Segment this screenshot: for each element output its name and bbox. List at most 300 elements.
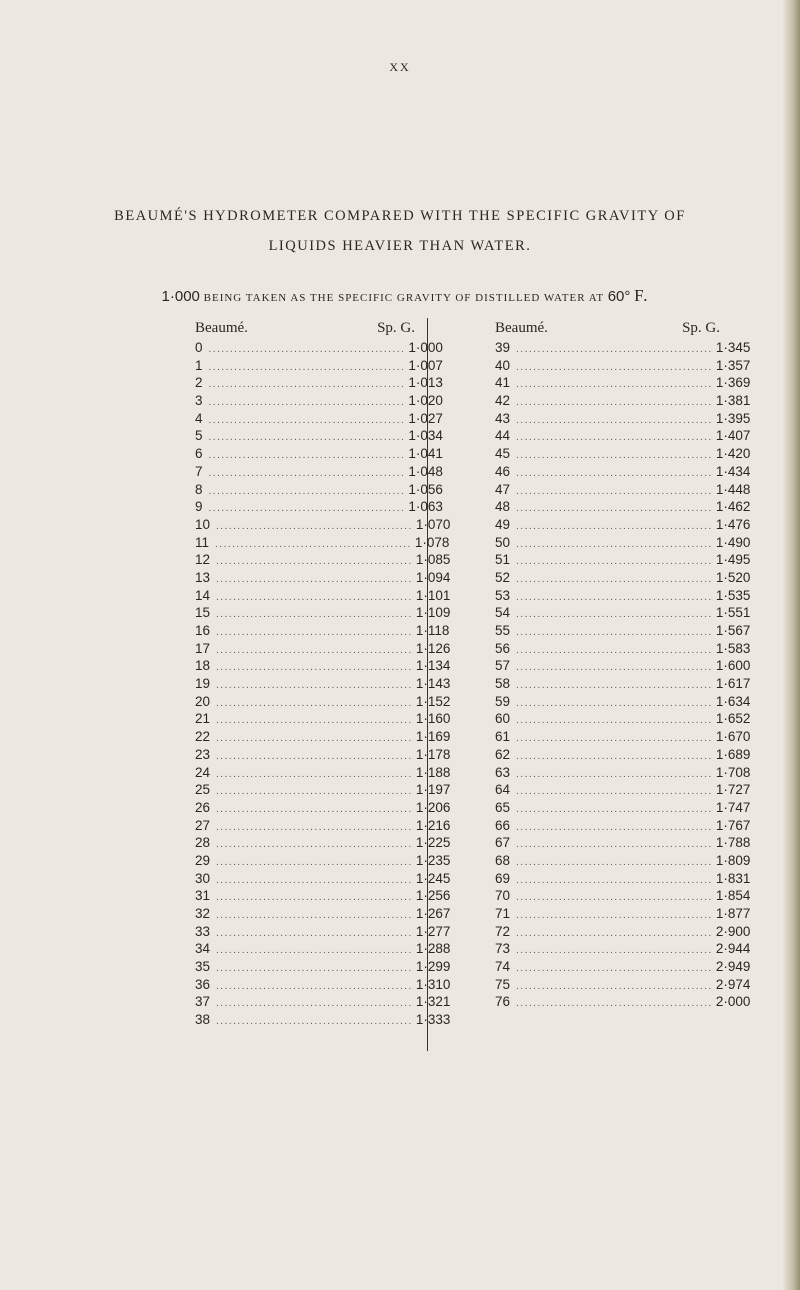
- table-row: [495, 446, 751, 464]
- baume-value: 66: [495, 817, 511, 833]
- baume-value: 74: [495, 959, 511, 975]
- dot-leader: ..............................................: [516, 910, 713, 921]
- table-row: [495, 375, 751, 393]
- table-row: [495, 906, 751, 924]
- table-row: [495, 516, 751, 535]
- left-header: [195, 318, 415, 340]
- dot-leader: ..............................................: [516, 927, 713, 939]
- baume-value: 50: [495, 534, 511, 550]
- specific-gravity-value: 1·041: [408, 446, 443, 462]
- right-header-sg: Sp. G.: [682, 320, 720, 336]
- reference-temp: 60°: [607, 288, 631, 305]
- dot-leader: ..............................................: [216, 591, 413, 603]
- table-title-line1: BEAUMÉ'S HYDROMETER COMPARED WITH THE SPECIFIC GRAVITY OF: [114, 208, 686, 224]
- baume-value: 18: [195, 658, 211, 674]
- baume-value: 4: [195, 410, 203, 426]
- specific-gravity-value: 1·369: [715, 375, 751, 391]
- dot-leader: ..............................................: [216, 768, 413, 780]
- dot-leader: ..............................................: [516, 450, 713, 462]
- dot-leader: ..............................................: [216, 609, 413, 621]
- baume-value: 56: [495, 640, 511, 656]
- specific-gravity-value: 1·567: [715, 623, 751, 638]
- specific-gravity-value: 1·094: [415, 569, 451, 585]
- dot-leader: ..............................................: [208, 485, 406, 497]
- dot-leader: ..............................................: [208, 503, 406, 515]
- specific-gravity-value: 1·462: [715, 499, 751, 515]
- specific-gravity-value: 1·551: [715, 605, 751, 621]
- table-row: [195, 534, 450, 553]
- table-row: [495, 941, 751, 959]
- baume-value: 43: [495, 410, 511, 426]
- baume-value: 40: [495, 357, 511, 373]
- table-row: [495, 357, 751, 376]
- table-row: [195, 375, 443, 393]
- baume-value: 54: [495, 605, 511, 621]
- table-row: [195, 906, 451, 924]
- dot-leader: ..............................................: [516, 609, 713, 621]
- dot-leader: ..............................................: [216, 520, 413, 532]
- dot-leader: ..............................................: [516, 503, 713, 515]
- table-row: [195, 623, 450, 641]
- dot-leader: ..............................................: [516, 892, 713, 904]
- baume-value: 60: [495, 711, 511, 727]
- baume-value: 59: [495, 693, 511, 709]
- dot-leader: ..............................................: [216, 750, 413, 762]
- specific-gravity-value: 1·000: [408, 340, 443, 355]
- page-edge: [782, 0, 800, 1290]
- baume-value: 2: [195, 375, 203, 391]
- table-row: [195, 410, 443, 429]
- dot-leader: ..............................................: [516, 821, 713, 833]
- specific-gravity-value: 1·152: [415, 693, 451, 709]
- table-row: [195, 852, 451, 871]
- right-header-baume: Beaumé.: [495, 320, 548, 336]
- baume-value: 10: [195, 516, 211, 532]
- table-row: [195, 817, 451, 836]
- baume-value: 6: [195, 446, 203, 462]
- table-row: [495, 923, 751, 942]
- dot-leader: ..............................................: [516, 803, 713, 815]
- page-number: XX: [389, 60, 411, 74]
- right-column: [495, 318, 751, 1012]
- table-row: [195, 463, 443, 482]
- table-row: [495, 481, 751, 500]
- specific-gravity-value: 1·535: [715, 587, 751, 603]
- left-column: [195, 318, 451, 1030]
- dot-leader: ..............................................: [516, 662, 713, 674]
- dot-leader: ..............................................: [216, 786, 413, 798]
- reference-unit: F.: [634, 286, 649, 305]
- table-row: [195, 569, 451, 588]
- specific-gravity-value: 1·056: [408, 481, 443, 497]
- dot-leader: ..............................................: [216, 803, 413, 815]
- dot-leader: ..............................................: [516, 538, 713, 550]
- table-row: [495, 587, 751, 606]
- specific-gravity-value: 1·143: [415, 676, 451, 692]
- baume-value: 65: [495, 799, 511, 815]
- table-row: [495, 499, 751, 517]
- specific-gravity-value: 1·520: [715, 569, 751, 585]
- table-row: [195, 658, 451, 676]
- table-row: [495, 623, 751, 641]
- table-row: [195, 605, 451, 623]
- dot-leader: ..............................................: [216, 980, 413, 992]
- baume-value: 0: [195, 340, 203, 355]
- baume-value: 72: [495, 923, 511, 939]
- specific-gravity-value: 1·448: [715, 481, 751, 497]
- table-row: [195, 499, 443, 517]
- table-row: [495, 782, 751, 800]
- dot-leader: ..............................................: [516, 733, 713, 745]
- specific-gravity-value: 1·333: [415, 1012, 451, 1028]
- table-row: [195, 746, 451, 765]
- table-row: [495, 428, 751, 446]
- left-rows: [195, 340, 451, 1030]
- table-row: [495, 640, 751, 659]
- table-row: [195, 393, 443, 411]
- specific-gravity-value: 1·178: [415, 746, 451, 762]
- table-row: [495, 994, 751, 1012]
- table-row: [495, 569, 751, 588]
- dot-leader: ..............................................: [208, 450, 406, 462]
- specific-gravity-value: 1·767: [715, 817, 751, 833]
- dot-leader: ..............................................: [516, 485, 713, 497]
- specific-gravity-value: 1·277: [415, 923, 451, 939]
- dot-leader: ..............................................: [516, 856, 713, 868]
- table-row: [495, 463, 751, 482]
- specific-gravity-value: 1·206: [415, 799, 451, 815]
- specific-gravity-value: 1·420: [715, 446, 751, 462]
- right-rows: [495, 340, 751, 1012]
- dot-leader: ..............................................: [516, 750, 713, 762]
- baume-value: 13: [195, 569, 211, 585]
- baume-value: 22: [195, 729, 211, 745]
- dot-leader: ..............................................: [516, 361, 713, 373]
- dot-leader: ..............................................: [516, 591, 713, 603]
- dot-leader: ..............................................: [516, 786, 713, 798]
- table-row: [495, 852, 751, 871]
- specific-gravity-value: 1·310: [415, 976, 451, 992]
- baume-value: 9: [195, 499, 203, 515]
- baume-value: 25: [195, 782, 211, 798]
- table-row: [495, 658, 751, 676]
- baume-value: 8: [195, 481, 203, 497]
- baume-value: 76: [495, 994, 511, 1010]
- specific-gravity-value: 1·831: [715, 870, 751, 886]
- table-row: [195, 481, 443, 500]
- baume-value: 57: [495, 658, 511, 674]
- specific-gravity-value: 1·007: [408, 357, 443, 373]
- dot-leader: ..............................................: [516, 768, 713, 780]
- baume-value: 7: [195, 463, 203, 479]
- table-row: [195, 835, 451, 853]
- dot-leader: ..............................................: [516, 467, 713, 479]
- baume-value: 33: [195, 923, 211, 939]
- table-row: [195, 782, 451, 800]
- specific-gravity-value: 1·288: [415, 941, 451, 957]
- dot-leader: ..............................................: [208, 432, 406, 444]
- specific-gravity-value: 1·495: [715, 552, 751, 568]
- table-row: [195, 888, 451, 906]
- specific-gravity-value: 1·617: [715, 676, 751, 692]
- baume-value: 67: [495, 835, 511, 851]
- specific-gravity-value: 1·169: [415, 729, 451, 745]
- specific-gravity-value: 1·727: [715, 782, 751, 798]
- specific-gravity-value: 1·600: [715, 658, 751, 674]
- baume-value: 11: [195, 534, 210, 550]
- table-row: [495, 817, 751, 836]
- dot-leader: ..............................................: [208, 379, 406, 391]
- table-row: [495, 711, 751, 729]
- left-header-sg: Sp. G.: [377, 320, 415, 336]
- table-row: [195, 357, 443, 376]
- specific-gravity-value: 1·070: [415, 516, 451, 532]
- specific-gravity-value: 1·134: [415, 658, 451, 674]
- dot-leader: ..............................................: [516, 998, 713, 1010]
- baume-value: 70: [495, 888, 511, 904]
- table-row: [195, 340, 443, 358]
- baume-value: 55: [495, 623, 511, 638]
- table-row: [495, 552, 751, 570]
- specific-gravity-value: 1·160: [415, 711, 451, 727]
- baume-value: 36: [195, 976, 211, 992]
- specific-gravity-value: 1·267: [415, 906, 451, 921]
- baume-value: 27: [195, 817, 211, 833]
- baume-value: 61: [495, 729, 511, 745]
- dot-leader: ..............................................: [516, 839, 713, 851]
- table-row: [495, 693, 751, 712]
- dot-leader: ..............................................: [216, 573, 413, 585]
- specific-gravity-value: 1·476: [715, 516, 751, 532]
- table-row: [195, 428, 443, 446]
- baume-value: 39: [495, 340, 511, 355]
- table-row: [195, 941, 451, 959]
- specific-gravity-value: 1·235: [415, 852, 451, 868]
- dot-leader: ..............................................: [516, 945, 713, 957]
- baume-value: 17: [195, 640, 211, 656]
- dot-leader: ..............................................: [216, 662, 413, 674]
- baume-value: 44: [495, 428, 511, 444]
- baume-value: 62: [495, 746, 511, 762]
- table-row: [195, 640, 451, 659]
- table-row: [495, 799, 751, 818]
- baume-value: 24: [195, 764, 211, 780]
- specific-gravity-value: 1·634: [715, 693, 751, 709]
- specific-gravity-value: 1·689: [715, 746, 751, 762]
- specific-gravity-value: 1·747: [715, 799, 751, 815]
- table-row: [195, 587, 451, 606]
- baume-value: 31: [195, 888, 211, 904]
- specific-gravity-value: 1·583: [715, 640, 751, 656]
- specific-gravity-value: 1·109: [415, 605, 451, 621]
- baume-value: 41: [495, 375, 511, 391]
- specific-gravity-value: 1·126: [415, 640, 451, 656]
- table-row: [495, 676, 751, 694]
- table-row: [195, 994, 451, 1012]
- specific-gravity-value: 1·357: [715, 357, 751, 373]
- specific-gravity-value: 1·809: [715, 852, 751, 868]
- baume-value: 15: [195, 605, 211, 621]
- baume-value: 19: [195, 676, 211, 692]
- baume-value: 28: [195, 835, 211, 851]
- dot-leader: ..............................................: [516, 627, 713, 638]
- specific-gravity-value: 1·321: [415, 994, 451, 1010]
- table-row: [195, 552, 451, 570]
- baume-value: 47: [495, 481, 511, 497]
- dot-leader: ..............................................: [516, 520, 713, 532]
- dot-leader: ..............................................: [216, 856, 413, 868]
- baume-value: 5: [195, 428, 203, 444]
- specific-gravity-value: 1·708: [715, 764, 751, 780]
- baume-value: 58: [495, 676, 511, 692]
- dot-leader: ..............................................: [216, 697, 413, 709]
- baume-value: 48: [495, 499, 511, 515]
- baume-value: 46: [495, 463, 511, 479]
- baume-value: 16: [195, 623, 211, 638]
- dot-leader: ..............................................: [516, 874, 713, 886]
- dot-leader: ..............................................: [216, 839, 413, 851]
- table-row: [495, 976, 751, 995]
- specific-gravity-value: 1·299: [415, 959, 451, 975]
- table-row: [195, 446, 443, 464]
- table-row: [495, 340, 751, 358]
- reference-note: [20, 286, 790, 306]
- table-row: [195, 711, 451, 729]
- dot-leader: ..............................................: [208, 361, 406, 373]
- dot-leader: ..............................................: [216, 874, 413, 886]
- dot-leader: ..............................................: [216, 644, 413, 656]
- dot-leader: ..............................................: [215, 538, 412, 550]
- specific-gravity-value: 1·854: [715, 888, 751, 904]
- dot-leader: ..............................................: [216, 627, 413, 638]
- baume-value: 35: [195, 959, 211, 975]
- baume-value: 42: [495, 393, 511, 409]
- baume-value: 3: [195, 393, 203, 409]
- baume-value: 38: [195, 1012, 211, 1028]
- baume-value: 29: [195, 852, 211, 868]
- reference-value: 1·000: [161, 288, 200, 305]
- dot-leader: ..............................................: [516, 963, 713, 975]
- specific-gravity-value: 2·944: [715, 941, 751, 957]
- dot-leader: ..............................................: [216, 963, 413, 975]
- baume-value: 71: [495, 906, 511, 921]
- table-row: [495, 764, 751, 783]
- table-row: [495, 605, 751, 623]
- baume-value: 12: [195, 552, 211, 568]
- dot-leader: ..............................................: [516, 344, 713, 355]
- baume-value: 21: [195, 711, 211, 727]
- specific-gravity-value: 2·900: [715, 923, 751, 939]
- dot-leader: ..............................................: [216, 733, 413, 745]
- specific-gravity-value: 2·000: [715, 994, 751, 1010]
- baume-value: 51: [495, 552, 511, 568]
- baume-value: 23: [195, 746, 211, 762]
- specific-gravity-value: 1·434: [715, 463, 751, 479]
- table-title-line2: LIQUIDS HEAVIER THAN WATER.: [268, 238, 532, 254]
- dot-leader: ..............................................: [516, 697, 713, 709]
- baume-value: 20: [195, 693, 211, 709]
- dot-leader: ..............................................: [516, 432, 713, 444]
- dot-leader: ..............................................: [216, 1016, 413, 1028]
- specific-gravity-value: 1·197: [415, 782, 451, 798]
- baume-value: 64: [495, 782, 511, 798]
- table-row: [195, 959, 451, 977]
- table-row: [195, 764, 451, 783]
- table-row: [495, 870, 751, 889]
- specific-gravity-value: 1·245: [415, 870, 451, 886]
- baume-value: 32: [195, 906, 211, 921]
- table-row: [495, 393, 751, 411]
- table-row: [195, 516, 451, 535]
- specific-gravity-value: 1·101: [415, 587, 451, 603]
- specific-gravity-value: 1·078: [414, 534, 450, 550]
- dot-leader: ..............................................: [516, 644, 713, 656]
- dot-leader: ..............................................: [516, 980, 713, 992]
- specific-gravity-value: 1·118: [415, 623, 450, 638]
- dot-leader: ..............................................: [516, 397, 713, 409]
- table-row: [195, 1012, 451, 1030]
- baume-value: 63: [495, 764, 511, 780]
- specific-gravity-value: 1·063: [408, 499, 443, 515]
- specific-gravity-value: 1·256: [415, 888, 451, 904]
- specific-gravity-value: 1·225: [415, 835, 451, 851]
- specific-gravity-value: 1·652: [715, 711, 751, 727]
- table-row: [195, 976, 451, 995]
- specific-gravity-value: 1·407: [715, 428, 751, 444]
- baume-value: 1: [195, 357, 203, 373]
- specific-gravity-value: 1·188: [415, 764, 451, 780]
- table-row: [195, 676, 451, 694]
- table-row: [495, 888, 751, 906]
- table-row: [495, 746, 751, 765]
- dot-leader: ..............................................: [516, 379, 713, 391]
- reference-text: BEING TAKEN AS THE SPECIFIC GRAVITY OF DISTILLED WATER AT: [203, 292, 604, 304]
- dot-leader: ..............................................: [216, 821, 413, 833]
- specific-gravity-value: 2·974: [715, 976, 751, 992]
- specific-gravity-value: 1·670: [715, 729, 751, 745]
- specific-gravity-value: 1·216: [415, 817, 451, 833]
- baume-value: 75: [495, 976, 511, 992]
- specific-gravity-value: 1·381: [715, 393, 751, 409]
- dot-leader: ..............................................: [516, 680, 713, 692]
- baume-value: 37: [195, 994, 211, 1010]
- table-row: [195, 923, 451, 942]
- specific-gravity-value: 1·020: [408, 393, 443, 409]
- baume-value: 26: [195, 799, 211, 815]
- specific-gravity-value: 1·490: [715, 534, 751, 550]
- table-row: [495, 959, 751, 977]
- specific-gravity-value: 1·027: [408, 410, 443, 426]
- dot-leader: ..............................................: [208, 467, 406, 479]
- dot-leader: ..............................................: [216, 556, 413, 568]
- dot-leader: ..............................................: [216, 910, 413, 921]
- dot-leader: ..............................................: [516, 556, 713, 568]
- specific-gravity-value: 1·034: [408, 428, 443, 444]
- dot-leader: ..............................................: [216, 927, 413, 939]
- baume-value: 45: [495, 446, 511, 462]
- right-header: [495, 318, 720, 340]
- baume-value: 69: [495, 870, 511, 886]
- baume-value: 34: [195, 941, 211, 957]
- dot-leader: ..............................................: [216, 945, 413, 957]
- baume-value: 30: [195, 870, 211, 886]
- dot-leader: ..............................................: [216, 998, 413, 1010]
- specific-gravity-value: 2·949: [715, 959, 751, 975]
- specific-gravity-value: 1·788: [715, 835, 751, 851]
- dot-leader: ..............................................: [216, 715, 413, 727]
- table-row: [495, 534, 751, 553]
- dot-leader: ..............................................: [516, 573, 713, 585]
